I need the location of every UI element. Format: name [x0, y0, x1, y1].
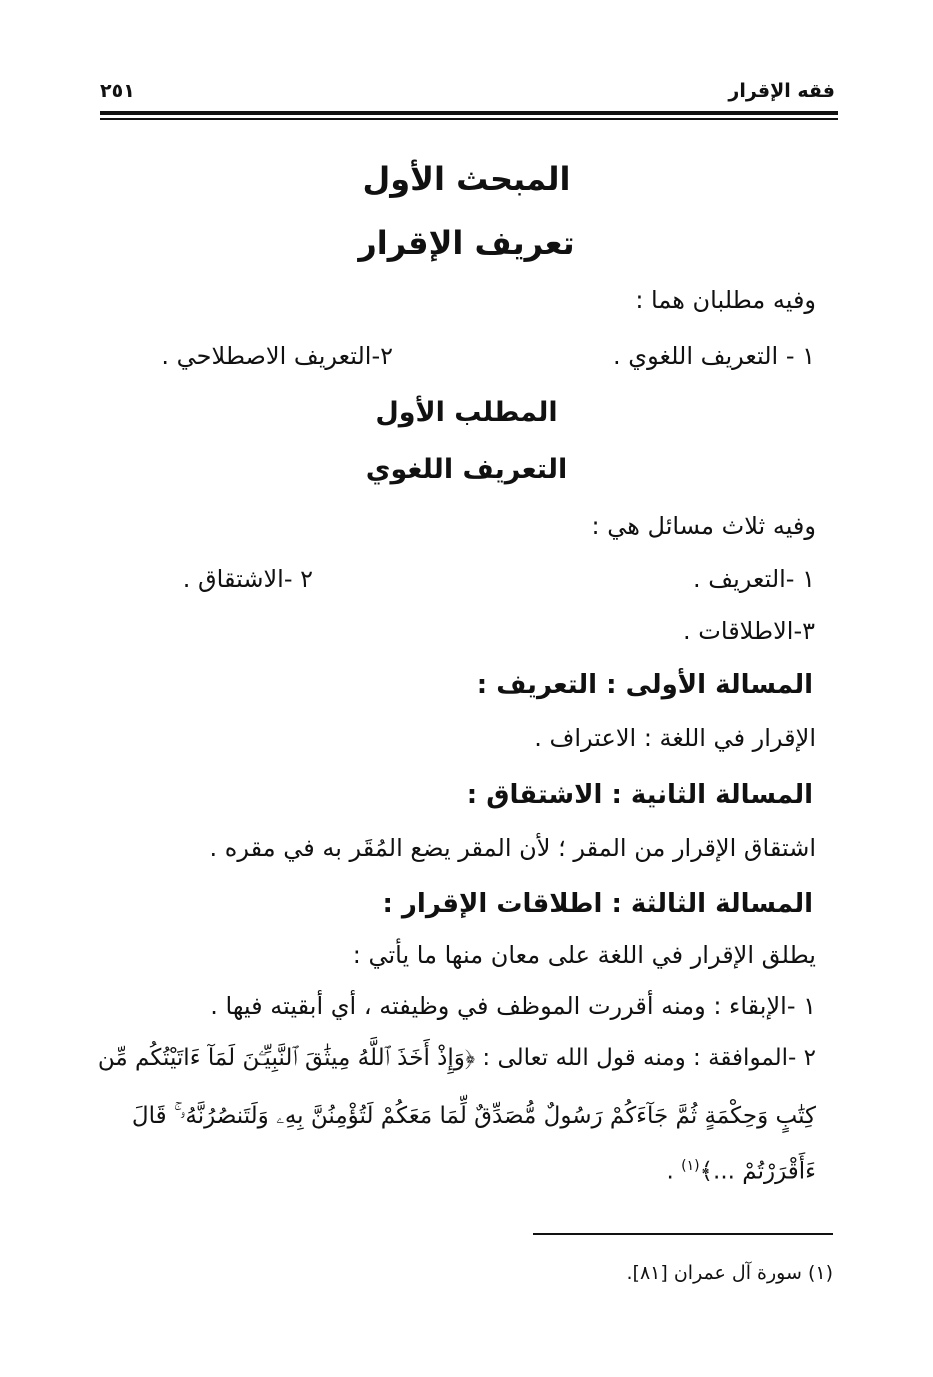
issue-2-text: اشتقاق الإقرار من المقر ؛ لأن المقر يضع المُقَر به في مقره . — [209, 834, 816, 862]
meaning-2-line-1: ٢ -الموافقة : ومنه قول الله تعالى : ﴿وَإِذْ أَخَذَ ٱللَّهُ مِيثَٰقَ ٱلنَّبِيِّـۧنَ لَمَآ ءَاتَيْتُكُم مِّن — [97, 1045, 816, 1071]
footnote-ref: (١) — [681, 1158, 700, 1174]
topic-item-1: ١ - التعريف اللغوي . — [613, 342, 815, 370]
issue-1-heading: المسالة الأولى : التعريف : — [476, 670, 813, 700]
meaning-2-line-3 — [666, 1158, 816, 1185]
header-rule-thin — [100, 118, 838, 120]
issue-1-text: الإقرار في اللغة : الاعتراف . — [534, 724, 816, 752]
page-number: ٢٥١ — [100, 80, 135, 102]
section-subtitle: تعريف الإقرار — [358, 224, 575, 262]
issue-list-item-3: ٣-الاطلاقات . — [683, 617, 815, 645]
meaning-1: ١ -الإبقاء : ومنه أقررت الموظف في وظيفته ، أي أبقيته فيها . — [210, 992, 816, 1020]
sentence-end: . — [666, 1158, 674, 1185]
issue-2-heading: المسالة الثانية : الاشتقاق : — [466, 780, 813, 810]
running-header-title: فقه الإقرار — [728, 80, 835, 102]
subsection-subtitle: التعريف اللغوي — [365, 454, 568, 485]
meaning-2-line-2: كِتَٰبٍ وَحِكْمَةٍ ثُمَّ جَآءَكُمْ رَسُولٌ مُّصَدِّقٌ لِّمَا مَعَكُمْ لَتُؤْمِنُنَّ بِهِۦ وَلَتَنصُرُنَّهُۥ ۚ قَالَ — [131, 1103, 816, 1129]
topic-item-2: ٢-التعريف الاصطلاحي . — [161, 342, 393, 370]
intro-text-2: وفيه ثلاث مسائل هي : — [591, 512, 816, 540]
header-rule-thick — [100, 111, 838, 115]
intro-text: وفيه مطلبان هما : — [635, 286, 816, 314]
section-title: المبحث الأول — [362, 160, 571, 198]
issue-3-text: يطلق الإقرار في اللغة على معان منها ما يأتي : — [352, 941, 816, 969]
issue-3-heading: المسالة الثالثة : اطلاقات الإقرار : — [382, 889, 813, 919]
issue-list-item-2: ٢ -الاشتقاق . — [182, 565, 313, 593]
quran-verse-end: ءَأَقْرَرْتُمْ ...﴾ — [699, 1158, 816, 1185]
footnote: (١) سورة آل عمران [٨١]. — [626, 1262, 833, 1284]
issue-list-item-1: ١ -التعريف . — [692, 565, 815, 593]
footnote-rule — [533, 1233, 833, 1235]
subsection-title: المطلب الأول — [375, 397, 558, 428]
